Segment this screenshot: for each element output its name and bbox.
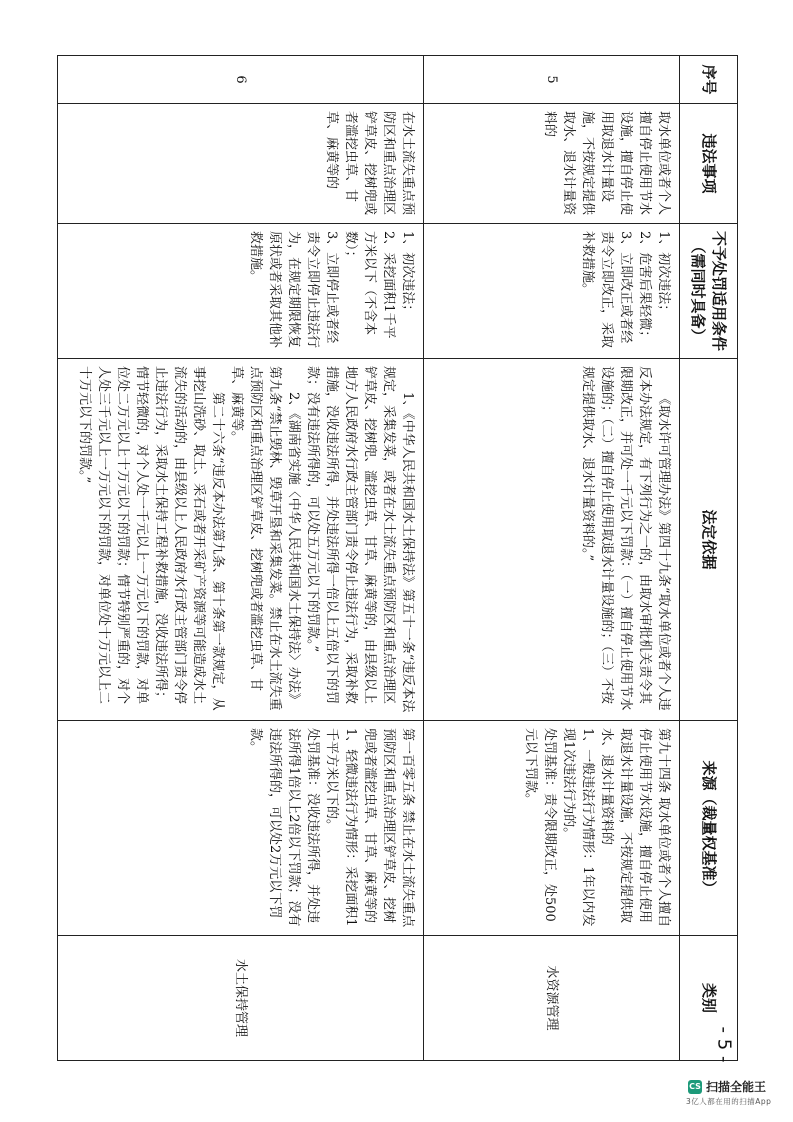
- header-category: 类别: [680, 936, 738, 1061]
- condition-item: 1、初次违法；: [400, 231, 415, 318]
- table-row: [424, 56, 680, 1061]
- row-matter: 在水土流失重点预防区和重点治理区铲草皮、挖树兜或者滥挖虫草、甘草、麻黄等的: [58, 104, 424, 224]
- camscanner-logo-icon: CS: [688, 1080, 702, 1094]
- watermark-name: 扫描全能王: [706, 1080, 767, 1094]
- header-seq: 序号: [680, 56, 738, 104]
- basis-item: 1、《中华人民共和国水土保持法》第五十一条“违反本法规定，采集发菜，或者在水土流失重点预防区和重点治理区铲草皮、挖树兜、滥挖虫草、甘草、麻黄等的，由县级以上地方人民政府水行政主管部门责令停止违法行为，采取补救措施，没收违法所得，并处违法所得一倍以上五倍以下的罚款；没有违法所得的，可以处五万元以下的罚款。”: [305, 366, 415, 713]
- row-seq: 5: [424, 56, 680, 104]
- header-matter: 违法事项: [680, 104, 738, 224]
- row-basis: [58, 359, 424, 721]
- condition-item: 3、立即改正或者经责令立即改正，采取补救措施。: [580, 231, 633, 349]
- penalty-table: [57, 55, 738, 1061]
- row-source: [424, 721, 680, 936]
- row-category: 水土保持管理: [58, 936, 424, 1061]
- basis-item: 第二十六条“违反本办法第九条、第十条第一款规定，从事挖山洗砂、取土、采石或者开采矿产资源等可能造成水土流失的活动的，由县级以上人民政府水行政主管部门责令停止违法行为，采取水土保持工程补救措施，没收违法所得；情节轻微的，对个人处一千元以上一万元以下的罚款，对单位处二万元以上十万元以下的罚款；情节特别严重的，对个人处三千元以上一万元以下的罚款，对单位处十万元以上二十万元以下的罚款。”: [77, 366, 225, 711]
- row-category: 水资源管理: [424, 936, 680, 1061]
- scanner-watermark: [688, 1078, 766, 1095]
- row-matter: 取水单位或者个人擅自停止使用节水设施，擅自停止使用取退水计量设施，不按规定提供取水、退水计量资料的: [424, 104, 680, 224]
- source-item: 第九十四条 取水单位或者个人擅自停止使用节水设施，擅自停止使用取退水计量设施，不按规定提供取水、退水计量资料的: [599, 728, 671, 928]
- rotated-table-sheet: [58, 55, 738, 1060]
- row-basis: 《取水许可管理办法》第四十九条“取水单位或者个人违反本办法规定，有下列行为之一的，由取水审批机关责令其限期改正，并可处一千元以下罚款：（一）擅自停止使用节水设施的；（二）擅自停止使用取退水计量设施的；（三）不按规定提供取水、退水计量资料的。”: [424, 359, 680, 721]
- watermark-tagline: 3亿人都在用的扫描App: [686, 1097, 772, 1106]
- table-row: [58, 56, 424, 1061]
- row-seq: 6: [58, 56, 424, 104]
- header-row: [680, 56, 738, 1061]
- condition-item: 2、危害后果轻微；: [637, 231, 652, 344]
- row-source: [58, 721, 424, 936]
- source-item: 1、一般违法行为情形：1年以内发现1次违法行为的。: [561, 728, 595, 927]
- source-item: 处罚基准：没收违法所得，并处违法所得1倍以上2倍以下罚款；没有违法所得的，可以处2万元以下罚款。: [248, 728, 320, 927]
- condition-item: 3、立即停止或者经责令立即停止违法行为，在规定期限恢复原状或者采取其他补救措施。: [248, 231, 339, 349]
- row-conditions: [424, 224, 680, 359]
- source-item: 第一百零五条 禁止在水土流失重点预防区和重点治理区铲草皮、挖树兜或者滥挖虫草、甘草、麻黄等的: [362, 728, 415, 928]
- source-item: 1、轻微违法行为情形：采挖面积1千平方米以下的。: [324, 728, 358, 927]
- condition-item: 2、采挖面积1千平方米以下（不含本数）；: [343, 231, 396, 339]
- condition-item: 1、初次违法；: [656, 231, 671, 318]
- header-source: 来源（裁量权基准）: [680, 721, 738, 936]
- header-conditions: 不予处罚适用条件（需同时具备）: [680, 224, 738, 359]
- source-item: 处罚基准：责令限期改正，处500元以下罚款。: [523, 728, 557, 922]
- row-conditions: [58, 224, 424, 359]
- header-basis: 法定依据: [680, 359, 738, 721]
- basis-item: 2、《湖南省实施〈中华人民共和国水土保持法〉办法》第九条“禁止毁林、毁草开垦和采集发菜。禁止在水土流失重点预防区和重点治理区铲草皮、挖树兜或者滥挖虫草、甘草、麻黄等。: [229, 366, 301, 711]
- page-number: - 5 -: [713, 1026, 735, 1063]
